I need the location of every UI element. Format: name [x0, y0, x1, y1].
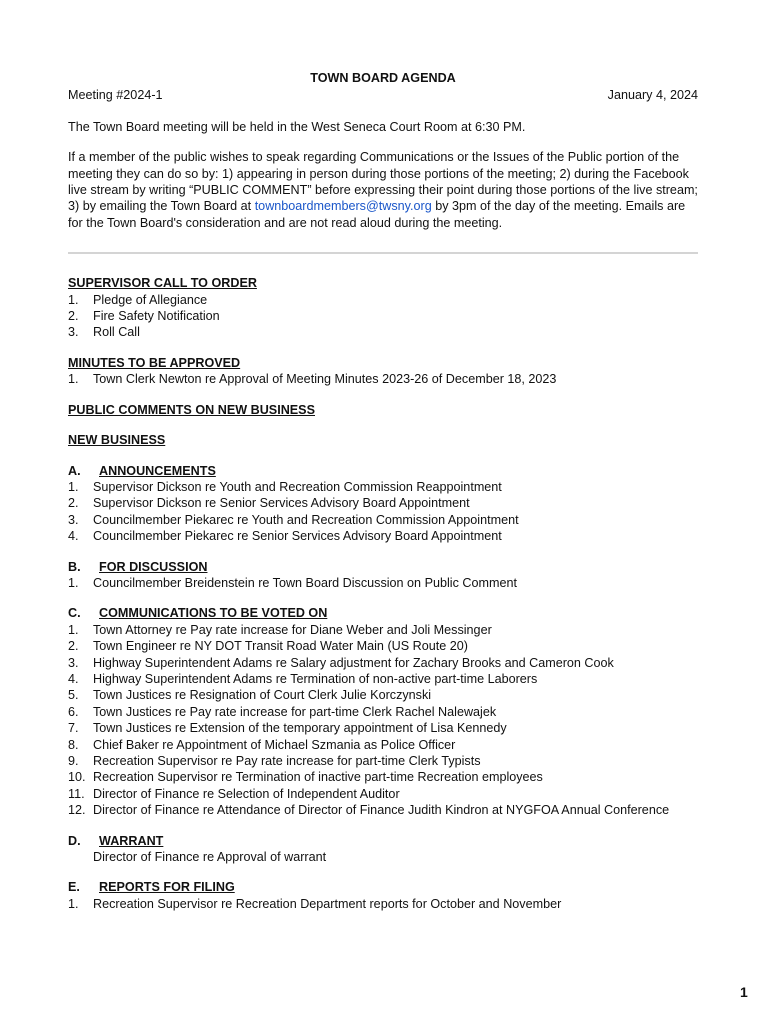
minutes-section	[68, 355, 698, 388]
discussion-list	[68, 575, 698, 591]
item-text: Recreation Supervisor re Recreation Department reports for October and November	[93, 896, 562, 911]
reports-heading	[68, 879, 698, 895]
item-text: Director of Finance re Attendance of Director of Finance Judith Kindron at NYGFOA Annual Conference	[93, 803, 670, 818]
divider	[68, 252, 698, 254]
list-item	[68, 720, 698, 736]
new-business-heading: NEW BUSINESS	[68, 433, 166, 448]
reports-list	[68, 896, 698, 912]
item-number: 3.	[68, 325, 79, 340]
item-text: Highway Superintendent Adams re Salary adjustment for Zachary Brooks and Cameron Cook	[93, 655, 614, 670]
section-letter: B.	[68, 559, 81, 574]
list-item	[68, 292, 698, 308]
section-label: FOR DISCUSSION	[99, 559, 208, 574]
list-item	[68, 786, 698, 802]
section-label: WARRANT	[99, 833, 164, 848]
warrant-heading	[68, 833, 698, 849]
section-letter: E.	[68, 880, 80, 895]
section-letter: A.	[68, 463, 81, 478]
list-item	[68, 671, 698, 687]
item-number: 3.	[68, 655, 79, 670]
supervisor-heading: SUPERVISOR CALL TO ORDER	[68, 276, 257, 291]
list-item	[68, 371, 698, 387]
announcements-heading	[68, 463, 698, 479]
list-item	[68, 512, 698, 528]
item-text: Director of Finance re Selection of Independent Auditor	[93, 786, 400, 801]
list-item	[68, 308, 698, 324]
warrant-section	[68, 833, 698, 866]
list-item	[68, 753, 698, 769]
item-number: 12.	[68, 803, 86, 818]
communications-heading	[68, 605, 698, 621]
minutes-list	[68, 371, 698, 387]
item-text: Recreation Supervisor re Termination of inactive part-time Recreation employees	[93, 770, 543, 785]
warrant-text: Director of Finance re Approval of warrant	[93, 850, 327, 865]
section-letter: C.	[68, 606, 81, 621]
item-number: 5.	[68, 688, 79, 703]
item-text: Town Engineer re NY DOT Transit Road Water Main (US Route 20)	[93, 639, 468, 654]
communications-section	[68, 605, 698, 818]
item-text: Supervisor Dickson re Senior Services Advisory Board Appointment	[93, 496, 470, 511]
list-item	[68, 575, 698, 591]
announcements-list	[68, 479, 698, 545]
item-number: 1.	[68, 372, 79, 387]
email-link[interactable]: townboardmembers@twsny.org	[254, 199, 432, 214]
list-item	[68, 495, 698, 511]
announcements-section	[68, 463, 698, 545]
supervisor-section	[68, 275, 698, 341]
communications-list	[68, 622, 698, 819]
list-item	[68, 687, 698, 703]
item-number: 3.	[68, 512, 79, 527]
minutes-heading: MINUTES TO BE APPROVED	[68, 355, 241, 370]
item-number: 8.	[68, 737, 79, 752]
item-text: Chief Baker re Appointment of Michael Szmania as Police Officer	[93, 737, 456, 752]
list-item	[68, 528, 698, 544]
item-text: Town Justices re Resignation of Court Clerk Julie Korczynski	[93, 688, 432, 703]
public-comments-heading: PUBLIC COMMENTS ON NEW BUSINESS	[68, 402, 315, 417]
page-title: TOWN BOARD AGENDA	[310, 71, 456, 85]
list-item	[68, 655, 698, 671]
item-number: 4.	[68, 529, 79, 544]
item-text: Town Justices re Pay rate increase for part-time Clerk Rachel Nalewajek	[93, 704, 497, 719]
item-text: Pledge of Allegiance	[93, 292, 208, 307]
discussion-section	[68, 559, 698, 592]
item-number: 10.	[68, 770, 86, 785]
item-text: Town Clerk Newton re Approval of Meeting Minutes 2023-26 of December 18, 2023	[93, 372, 557, 387]
meeting-number: Meeting #2024-1	[68, 88, 163, 103]
list-item	[68, 704, 698, 720]
list-item	[68, 802, 698, 818]
item-number: 1.	[68, 479, 79, 494]
list-item	[68, 769, 698, 785]
item-text: Councilmember Piekarec re Senior Services Advisory Board Appointment	[93, 529, 502, 544]
list-item	[68, 479, 698, 495]
item-text: Fire Safety Notification	[93, 309, 220, 324]
item-text: Town Attorney re Pay rate increase for Diane Weber and Joli Messinger	[93, 622, 492, 637]
agenda-page	[68, 70, 698, 912]
page-number: 1	[740, 984, 748, 1000]
item-text: Councilmember Breidenstein re Town Board Discussion on Public Comment	[93, 575, 517, 590]
item-text: Roll Call	[93, 325, 140, 340]
list-item	[68, 324, 698, 340]
section-label: REPORTS FOR FILING	[99, 880, 235, 895]
item-number: 11.	[68, 786, 85, 801]
public-comment-paragraph	[68, 149, 698, 231]
item-number: 1.	[68, 896, 79, 911]
reports-section	[68, 879, 698, 912]
item-text: Supervisor Dickson re Youth and Recreation Commission Reappointment	[93, 479, 502, 494]
meeting-date: January 4, 2024	[607, 88, 698, 103]
section-letter: D.	[68, 833, 81, 848]
item-text: Highway Superintendent Adams re Termination of non-active part-time Laborers	[93, 671, 538, 686]
section-label: COMMUNICATIONS TO BE VOTED ON	[99, 606, 328, 621]
location-paragraph: The Town Board meeting will be held in the West Seneca Court Room at 6:30 PM.	[68, 119, 526, 134]
item-number: 4.	[68, 671, 79, 686]
item-number: 2.	[68, 496, 79, 511]
public-text-part-1: If a member of the public wishes to speak regarding Communications or the Issues of the Public portion of the meeting they can do so by: 1) appearing in person during those portions of the meeting; 2) during the Facebook live stream by writing “PUBLIC COMMENT” before expressing their point during those portions of the live stream; 3) by emailing the Town Board at	[68, 150, 698, 214]
item-number: 7.	[68, 721, 79, 736]
list-item	[68, 737, 698, 753]
section-label: ANNOUNCEMENTS	[99, 463, 216, 478]
item-number: 9.	[68, 754, 79, 768]
item-text: Councilmember Piekarec re Youth and Recreation Commission Appointment	[93, 512, 519, 527]
item-text: Town Justices re Extension of the temporary appointment of Lisa Kennedy	[93, 721, 507, 736]
item-text: Recreation Supervisor re Pay rate increase for part-time Clerk Typists	[93, 754, 481, 768]
list-item	[68, 622, 698, 638]
item-number: 1.	[68, 292, 79, 307]
discussion-heading	[68, 559, 698, 575]
list-item	[68, 896, 698, 912]
item-number: 2.	[68, 639, 79, 654]
meta-row	[68, 87, 698, 103]
item-number: 1.	[68, 622, 79, 637]
supervisor-list	[68, 292, 698, 341]
item-number: 2.	[68, 309, 79, 324]
item-number: 6.	[68, 704, 79, 719]
list-item	[68, 638, 698, 654]
item-number: 1.	[68, 575, 79, 590]
public-text-part-2: by 3pm of the day of the meeting. Emails are for the Town Board's consideration and are not read aloud during the meeting.	[68, 199, 686, 230]
